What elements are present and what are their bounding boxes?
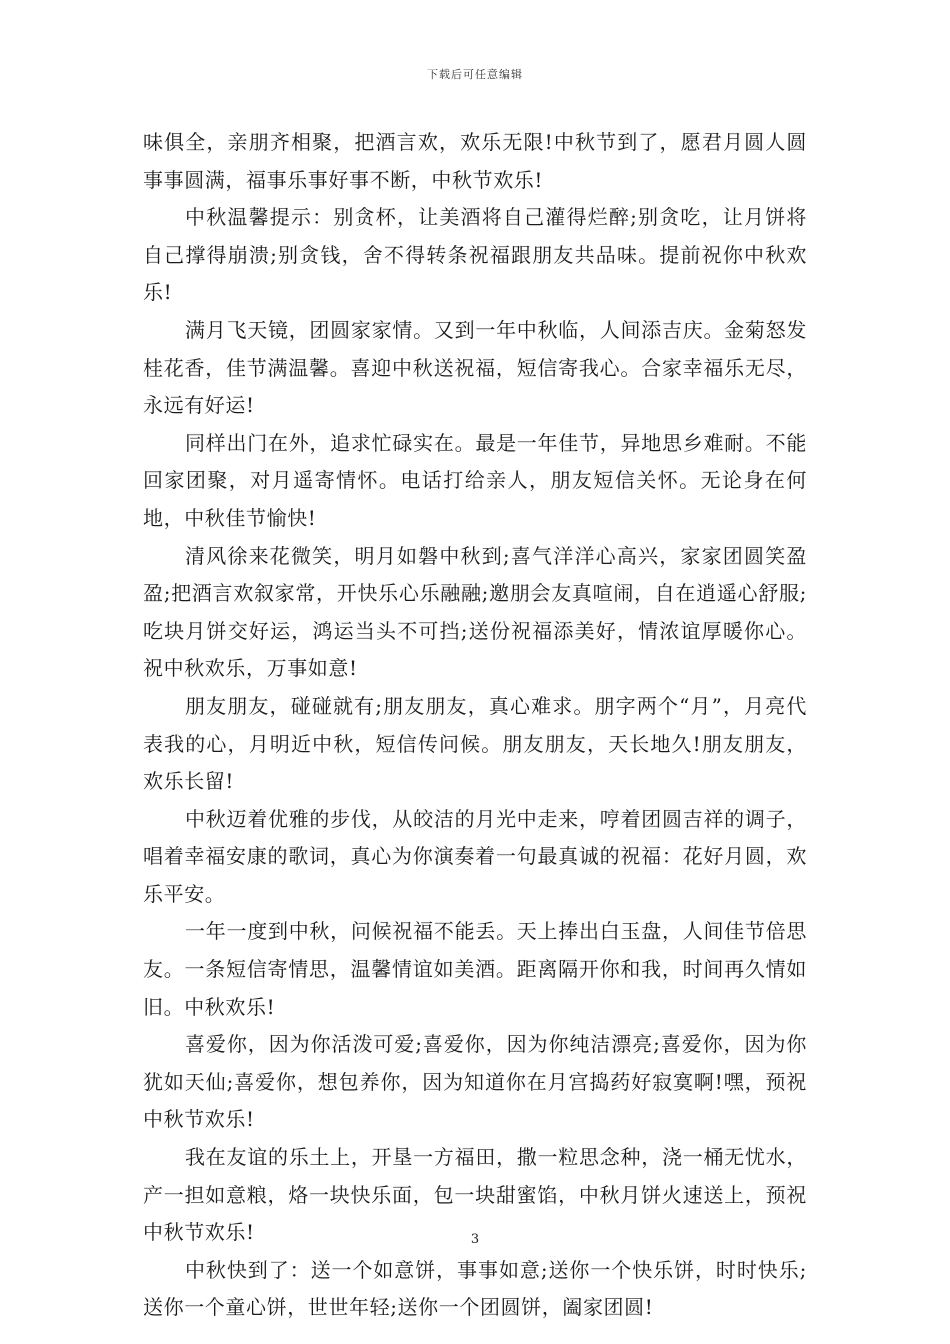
- paragraph-6: 朋友朋友，碰碰就有;朋友朋友，真心难求。朋字两个“月”，月亮代表我的心，月明近中秋，短信传问候。朋友朋友，天长地久!朋友朋友，欢乐长留!: [143, 693, 807, 794]
- page-number: 3: [470, 1232, 480, 1247]
- paragraph-3: 满月飞天镜，团圆家家情。又到一年中秋临，人间添吉庆。金菊怒发桂花香，佳节满温馨。喜迎中秋送祝福，短信寄我心。合家幸福乐无尽，永远有好运!: [143, 317, 807, 418]
- paragraph-5: 清风徐来花微笑，明月如磐中秋到;喜气洋洋心高兴，家家团圆笑盈盈;把酒言欢叙家常，开快乐心乐融融;邀朋会友真喧闹，自在逍遥心舒服;吃块月饼交好运，鸿运当头不可挡;送份祝福添美好，情浓谊厚暖你心。祝中秋欢乐，万事如意!: [143, 543, 807, 681]
- paragraph-1: 味俱全，亲朋齐相聚，把酒言欢，欢乐无限!中秋节到了，愿君月圆人圆事事圆满，福事乐事好事不断，中秋节欢乐!: [143, 130, 807, 192]
- paragraph-2: 中秋温馨提示：别贪杯，让美酒将自己灌得烂醉;别贪吃，让月饼将自己撑得崩溃;别贪钱，舍不得转条祝福跟朋友共品味。提前祝你中秋欢乐!: [143, 205, 807, 305]
- page-header: 下载后可任意编辑: [427, 68, 523, 81]
- paragraph-8: 一年一度到中秋，问候祝福不能丢。天上捧出白玉盘，人间佳节倍思友。一条短信寄情思，温馨情谊如美酒。距离隔开你和我，时间再久情如旧。中秋欢乐!: [143, 919, 807, 1019]
- paragraph-11: 中秋快到了：送一个如意饼，事事如意;送你一个快乐饼，时时快乐;送你一个童心饼，世世年轻;送你一个团圆饼，阖家团圆!: [143, 1257, 807, 1320]
- paragraph-10: 我在友谊的乐土上，开垦一方福田，撒一粒思念种，浇一桶无忧水，产一担如意粮，烙一块快乐面，包一块甜蜜馅，中秋月饼火速送上，预祝中秋节欢乐!: [143, 1145, 807, 1245]
- document-body: [143, 124, 807, 1327]
- paragraph-7: 中秋迈着优雅的步伐，从皎洁的月光中走来，哼着团圆吉祥的调子，唱着幸福安康的歌词，真心为你演奏着一句最真诚的祝福：花好月圆，欢乐平安。: [143, 806, 807, 906]
- paragraph-9: 喜爱你，因为你活泼可爱;喜爱你，因为你纯洁漂亮;喜爱你，因为你犹如天仙;喜爱你，想包养你，因为知道你在月宫捣药好寂寞啊!嘿，预祝中秋节欢乐!: [143, 1032, 807, 1132]
- paragraph-4: 同样出门在外，追求忙碌实在。最是一年佳节，异地思乡难耐。不能回家团聚，对月遥寄情怀。电话打给亲人，朋友短信关怀。无论身在何地，中秋佳节愉快!: [143, 430, 807, 530]
